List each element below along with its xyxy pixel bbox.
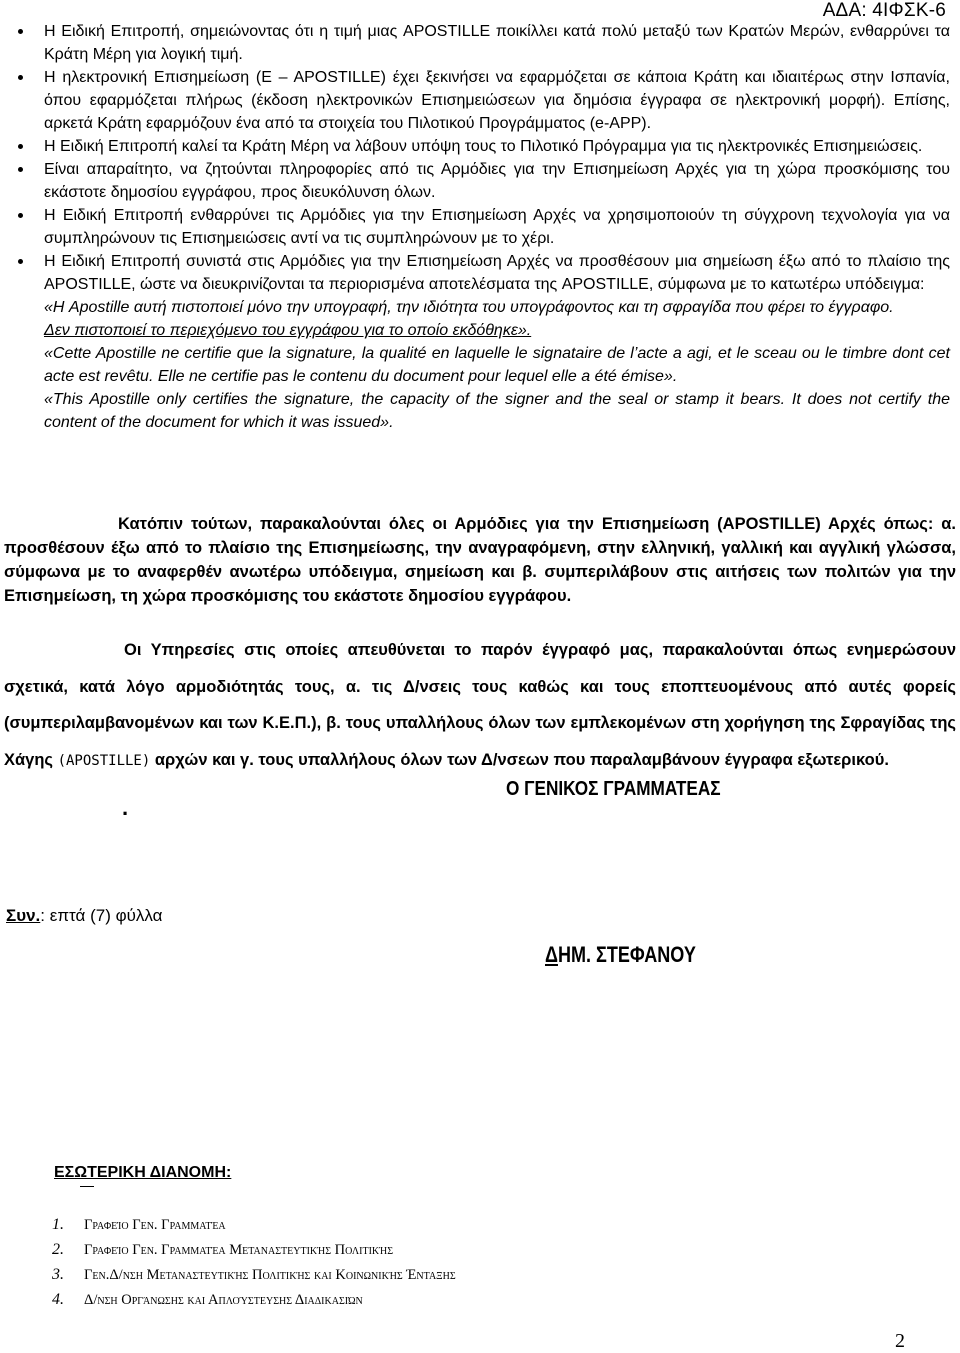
list-item-number: 3. (52, 1266, 64, 1283)
bullet-text: Η Ειδική Επιτροπή συνιστά στις Αρμόδιες για την Επισημείωση Αρχές να προσθέσουν μια σημείωση έξω από το πλαίσιο της APOSTILLE, ώστε να διευκρινίζονται τα περιορισμένα αποτελέσματα της APOSTILLE, σύμφωνα με το κατωτέρω υπόδειγμα: (44, 253, 950, 293)
bullet-text: Η ηλεκτρονική Επισημείωση (E – APOSTILLE) έχει ξεκινήσει να εφαρμόζεται σε κάποια Κράτη και ιδιαιτέρως στην Ισπανία, όπου εφαρμόζεται πλήρως (έκδοση ηλεκτρονικών Επισημειώσεων για δημόσια έγγραφα σε ηλεκτρονική μορφή). Επίσης, αρκετά Κράτη εφαρμόζουν ένα από τα στοιχεία του Πιλοτικού Προγράμματος (e-APP). (44, 69, 950, 132)
bullet-text: Η Ειδική Επιτροπή ενθαρρύνει τις Αρμόδιες για την Επισημείωση Αρχές να χρησιμοποιούν τη σύγχρονη τεχνολογία για να συμπληρώνουν τις Επισημειώσεις αντί να τις συμπληρώνουν με το χέρι. (44, 207, 950, 247)
sample-note-quotes (44, 296, 950, 434)
bullet-item (10, 66, 950, 135)
quote-greek-1: «Η Apostille αυτή πιστοποιεί μόνο την υπογραφή, την ιδιότητα του υπογράφοντος και τη σφραγίδα που φέρει το έγγραφο. (44, 299, 894, 316)
attachments-colon: : (40, 906, 46, 925)
list-item (52, 1237, 456, 1262)
bullet-text: Η Ειδική Επιτροπή, σημειώνοντας ότι η τιμή μιας APOSTILLE ποικίλλει κατά πολύ μεταξύ των Κρατών Μερών, ενθαρρύνει τα Κράτη Μέρη για λογική τιμή. (44, 23, 950, 63)
bullet-item (10, 20, 950, 66)
request-paragraph-text: Κατόπιν τούτων, παρακαλούνται όλες οι Αρμόδιες για την Επισημείωση (APOSTILLE) Αρχές όπως: α. προσθέσουν έξω από το πλαίσιο της Επισημείωσης, την αναγραφόμενη, στην ελληνική, γαλλική και αγγλική γλώσσα, σύμφωνα με το αναφερθέν ανωτέρω υπόδειγμα, σημείωση και β. συμπεριλάβουν στις αιτήσεις των πολιτών για την Επισημείωση, τη χώρα προσκόμισης του εκάστοτε δημοσίου εγγράφου. (4, 515, 956, 605)
signatory-name (545, 942, 696, 968)
bullet-dot-icon (18, 167, 23, 172)
bullet-item (10, 204, 950, 250)
bullet-dot-icon (18, 144, 23, 149)
attachments (6, 906, 162, 926)
list-item (52, 1287, 456, 1312)
signatory-name-initial: Δ (545, 942, 558, 967)
bullet-dot-icon (18, 75, 23, 80)
services-text-after: αρχών και γ. τους υπαλλήλους όλων των Δ/νσεων που παραλαμβάνουν έγγραφα εξωτερικού. (150, 750, 889, 769)
bullet-item (10, 158, 950, 204)
distribution-divider (80, 1186, 94, 1187)
signatory-name-rest: ΗΜ. ΣΤΕΦΑΝΟΥ (557, 942, 696, 967)
handwritten-apostille: (APOSTILLE) (57, 752, 151, 769)
distribution-list (52, 1212, 456, 1312)
list-item-text: Γεν.Δ/νση Μεταναστευτικής Πολιτικής και Κοινωνικής Ένταξης (84, 1267, 456, 1283)
signature-dot: . (122, 795, 129, 820)
ada-code: ΑΔΑ: 4ΙΦΣΚ-6 (822, 0, 946, 21)
bullet-item (10, 135, 950, 158)
list-item (52, 1262, 456, 1287)
bullet-item (10, 250, 950, 434)
list-item-text: Γραφείο Γεν. Γραμματέα (84, 1217, 226, 1233)
list-item-number: 2. (52, 1241, 64, 1258)
attachments-label: Συν. (6, 906, 41, 925)
list-item-text: Δ/νση Οργάνωσης και Απλούστευσης Διαδικασιών (84, 1292, 363, 1308)
attachments-value: επτά (7) φύλλα (45, 906, 163, 925)
bullet-dot-icon (18, 259, 23, 264)
request-paragraph (4, 512, 956, 608)
signatory-title: Ο ΓΕΝΙΚΟΣ ΓΡΑΜΜΑΤΕΑΣ (506, 778, 721, 800)
bullet-dot-icon (18, 29, 23, 34)
services-text-before: Οι Υπηρεσίες στις οποίες απευθύνεται το παρόν έγγραφό μας, παρακαλούνται όπως ενημερώσουν σχετικά, κατά λόγο αρμοδιότητάς τους, α. τις Δ/νσεις τους καθώς και τους εποπτευομένους από αυτές φορείς (συμπεριλαμβανομένων και των Κ.Ε.Π.), β. τους υπαλλήλους όλων των εμπλεκομένων στη χορήγηση της Σφραγίδας της Χάγης (4, 641, 956, 769)
bullet-dot-icon (18, 213, 23, 218)
bullet-list (10, 20, 950, 434)
quote-french: «Cette Apostille ne certifie que la signature, la qualité en laquelle le signataire de l’acte a agi, et le sceau ou le timbre dont cet acte est revêtu. Elle ne certifie pas le contenu du document pour lequel elle a été émise». (44, 345, 950, 385)
quote-greek-2: Δεν πιστοποιεί το περιεχόμενο του εγγράφου για το οποίο εκδόθηκε». (44, 322, 532, 339)
distribution-heading: ΕΣΩΤΕΡΙΚΗ ΔΙΑΝΟΜΗ: (54, 1164, 232, 1181)
list-item-number: 1. (52, 1216, 64, 1233)
list-item-number: 4. (52, 1291, 64, 1308)
bullet-text: Είναι απαραίτητο, να ζητούνται πληροφορίες από τις Αρμόδιες για την Επισημείωση Αρχές για τη χώρα προσκόμισης του εκάστοτε δημοσίου εγγράφου, προς διευκόλυνση όλων. (44, 161, 950, 201)
quote-english: «This Apostille only certifies the signature, the capacity of the signer and the seal or stamp it bears. It does not certify the content of the document for which it was issued». (44, 391, 950, 431)
list-item (52, 1212, 456, 1237)
bullet-text: Η Ειδική Επιτροπή καλεί τα Κράτη Μέρη να λάβουν υπόψη τους το Πιλοτικό Πρόγραμμα για τις ηλεκτρονικές Επισημειώσεις. (44, 138, 923, 155)
list-item-text: Γραφείο Γεν. Γραμματέα Μεταναστευτικής Πολιτικής (84, 1242, 394, 1258)
services-paragraph (4, 632, 956, 779)
page-number: 2 (895, 1330, 905, 1352)
